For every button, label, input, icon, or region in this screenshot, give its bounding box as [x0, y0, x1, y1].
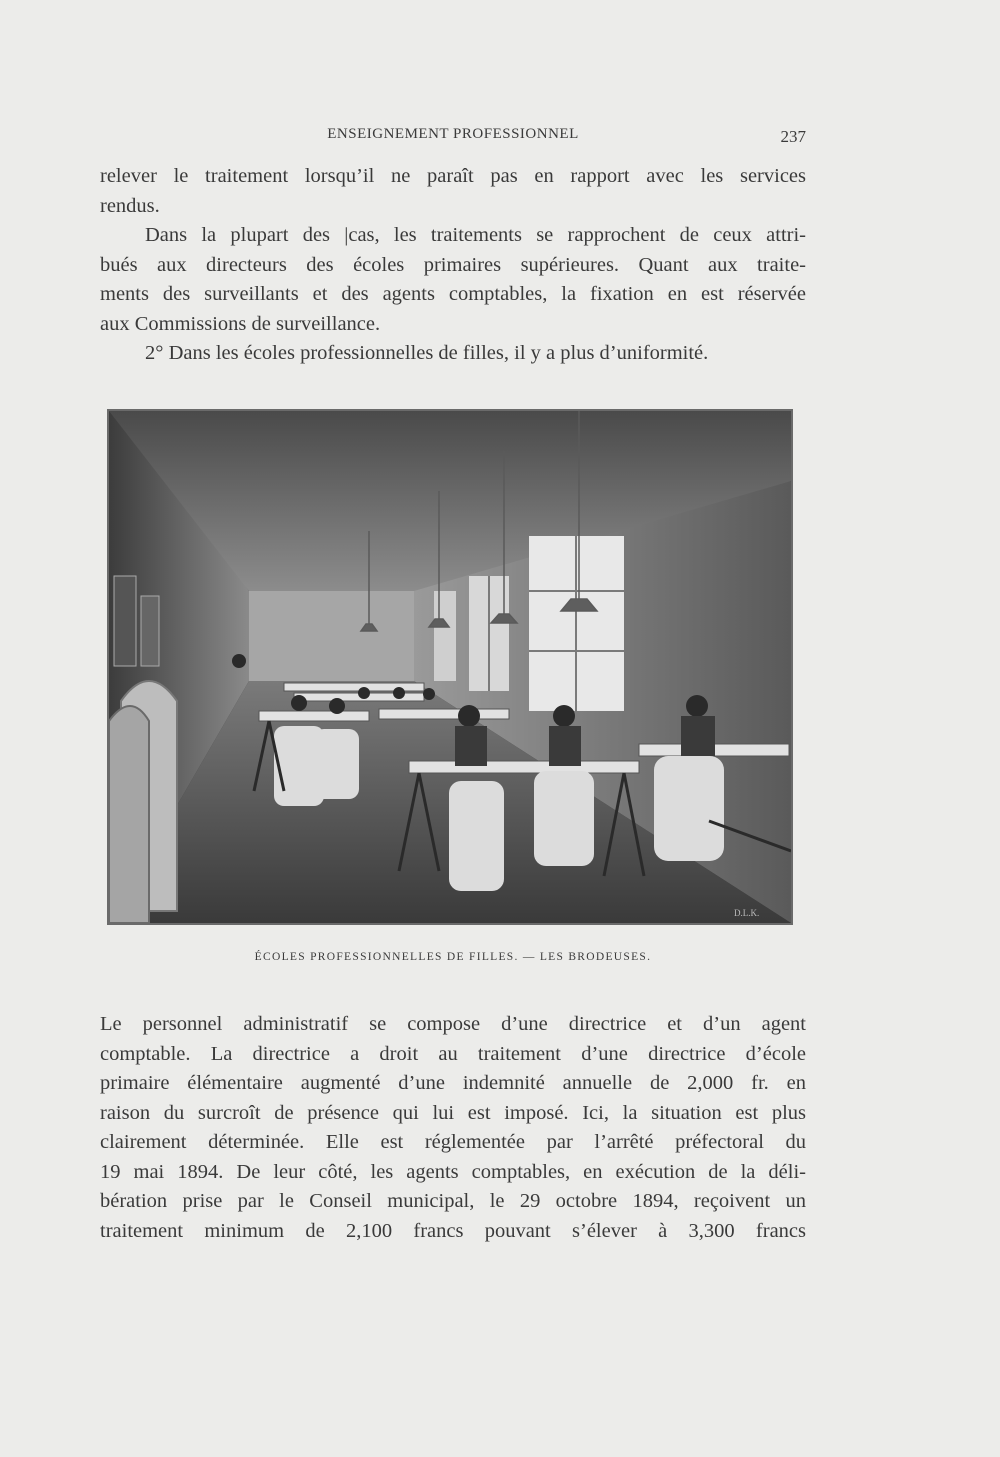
running-head	[100, 126, 806, 150]
text-line: 2° Dans les écoles professionnelles de filles, il y a plus d’uniformité.	[145, 342, 709, 364]
text-line: ments des surveillants et des agents comptables, la fixation en est réservée	[100, 283, 806, 305]
text-line: Le personnel administratif se compose d’une directrice et d’un agent	[100, 1013, 806, 1035]
paragraph-2	[100, 221, 806, 339]
text-line: relever le traitement lorsqu’il ne paraît pas en rapport avec les services	[100, 165, 806, 187]
text-line: Dans la plupart des |cas, les traitements se rapprochent de ceux attri-	[145, 224, 806, 246]
embroidery-workshop-photo	[107, 409, 793, 925]
text-line: raison du surcroît de présence qui lui est imposé. Ici, la situation est plus	[100, 1101, 806, 1124]
text-line: rendus.	[100, 194, 160, 217]
paragraph-3	[100, 339, 806, 369]
paragraph-1	[100, 162, 806, 221]
text-line: bués aux directeurs des écoles primaires supérieures. Quant aux traite-	[100, 253, 806, 276]
page-number: 237	[780, 127, 806, 146]
photographer-mark: D.L.K.	[734, 908, 760, 918]
figure-caption: ÉCOLES PROFESSIONNELLES DE FILLES. — LES BRODEUSES.	[254, 951, 652, 963]
photo-illustration	[109, 411, 791, 923]
text-line: primaire élémentaire augmenté d’une indemnité annuelle de 2,000 fr. en	[100, 1072, 806, 1094]
running-title: ENSEIGNEMENT PROFESSIONNEL	[327, 126, 579, 142]
text-line: traitement minimum de 2,100 francs pouvant s’élever à 3,300 francs	[100, 1219, 806, 1242]
text-line: comptable. La directrice a droit au traitement d’une directrice d’école	[100, 1042, 806, 1065]
text-line: clairement déterminée. Elle est réglementée par l’arrêté préfectoral du	[100, 1131, 806, 1153]
paragraph-4	[100, 1010, 806, 1246]
text-line: bération prise par le Conseil municipal, le 29 octobre 1894, reçoivent un	[100, 1190, 806, 1212]
text-line: 19 mai 1894. De leur côté, les agents comptables, en exécution de la déli-	[100, 1160, 806, 1183]
text-line: aux Commissions de surveillance.	[100, 312, 381, 335]
